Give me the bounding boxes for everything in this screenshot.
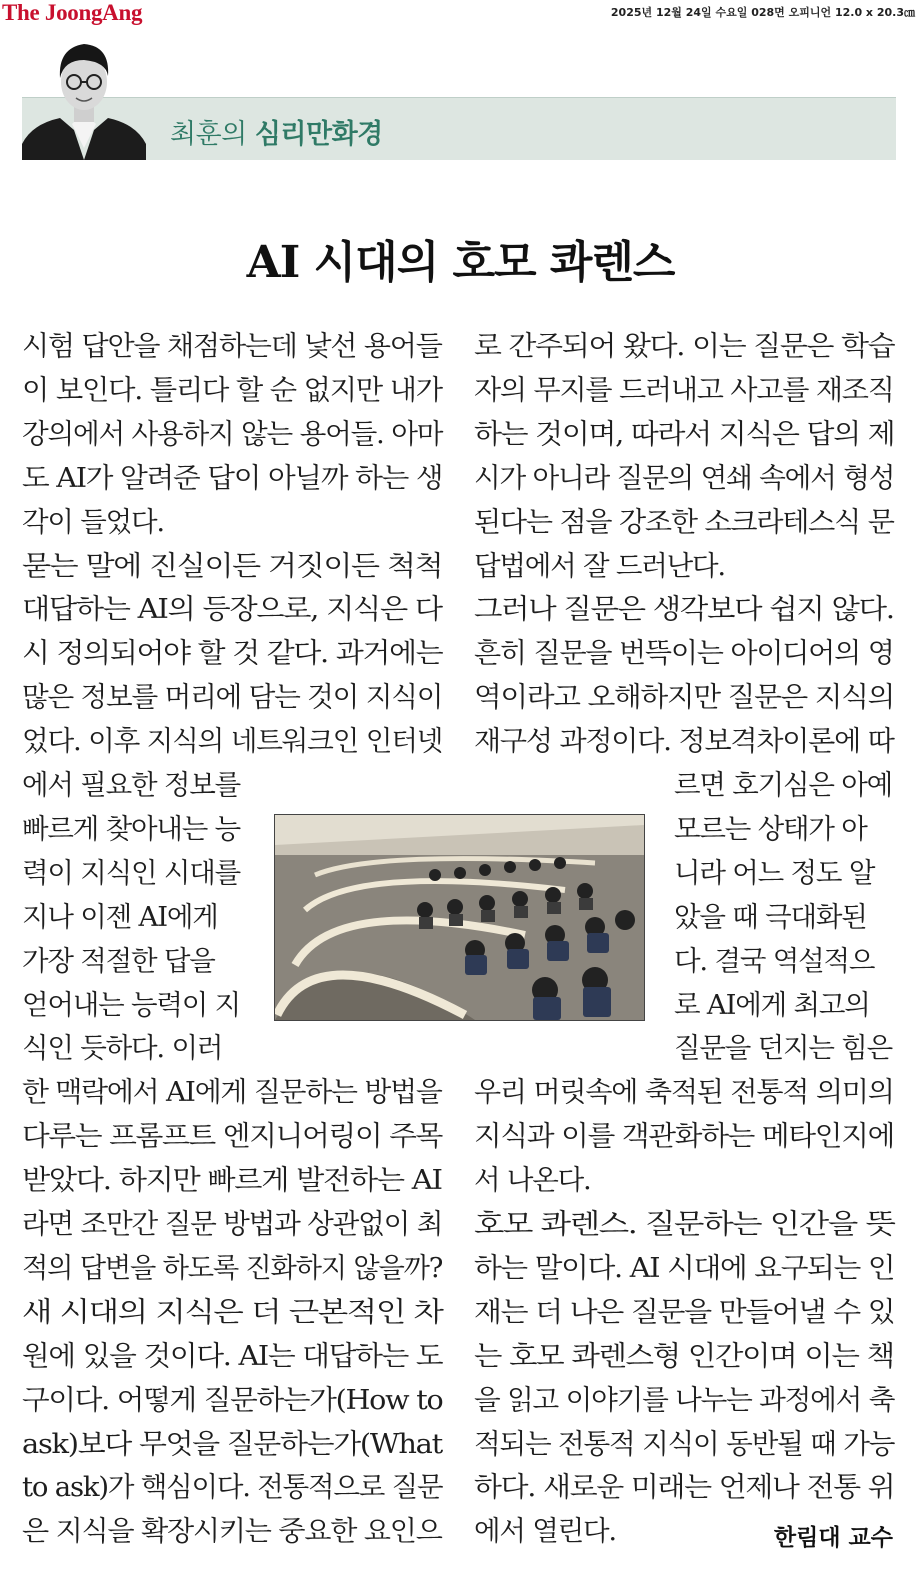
body-text-line: 는 호모 콰렌스형 인간이며 이는 책 <box>474 1339 894 1372</box>
body-text-line: 식인 듯하다. 이러 <box>22 1032 223 1065</box>
body-text-line: 지식과 이를 객관화하는 메타인지에 <box>474 1120 895 1153</box>
body-text-line: 묻는 말에 진실이든 거짓이든 척척 <box>22 549 443 582</box>
body-text-line: 시험 답안을 채점하는데 낯선 용어들 <box>22 330 442 362</box>
body-text-line: 받았다. 하지만 빠르게 발전하는 AI <box>22 1164 442 1197</box>
body-text-line: 시가 아니라 질문의 연쇄 속에서 형성 <box>474 461 895 494</box>
body-text-line: 에서 필요한 정보를 <box>22 769 241 801</box>
body-text-line: 모르는 상태가 아 <box>674 812 867 845</box>
body-text-line: 그러나 질문은 생각보다 쉽지 않다. <box>474 593 894 626</box>
body-text-line: 흔히 질문을 번뜩이는 아이디어의 영 <box>474 637 894 670</box>
body-text-line: 하는 말이다. AI 시대에 요구되는 인 <box>474 1251 895 1284</box>
body-text-line: 된다는 점을 강조한 소크라테스식 문 <box>474 505 894 538</box>
author-byline: 한림대 교수 <box>773 1525 893 1551</box>
lecture-hall-photo <box>274 814 645 1021</box>
body-text-line: 자의 무지를 드러내고 사고를 재조직 <box>474 373 894 406</box>
body-text-line: 호모 콰렌스. 질문하는 인간을 뜻 <box>474 1208 895 1240</box>
body-text-line: 니라 어느 정도 알 <box>674 856 875 889</box>
body-text-line: 적되는 전통적 지식이 동반될 때 가능 <box>474 1427 895 1460</box>
body-text-line: 하는 것이며, 따라서 지식은 답의 제 <box>474 417 895 450</box>
body-text-line: 많은 정보를 머리에 담는 것이 지식이 <box>22 681 443 714</box>
body-text-line: 가장 적절한 답을 <box>22 944 215 977</box>
body-text-line: 다. 결국 역설적으 <box>674 944 875 977</box>
column-series-name: 심리만화경 <box>254 119 383 150</box>
body-text-line: 로 AI에게 최고의 <box>674 988 870 1021</box>
body-text-line: 원에 있을 것이다. AI는 대답하는 도 <box>22 1339 443 1372</box>
column-title <box>170 112 383 151</box>
body-text-line: 에서 열린다. <box>474 1515 616 1548</box>
body-text-line: 질문을 던지는 힘은 <box>674 1032 893 1065</box>
body-text-line: 역이라고 오해하지만 질문은 지식의 <box>474 681 895 714</box>
body-text-line: to ask)가 핵심이다. 전통적으로 질문 <box>22 1471 443 1504</box>
body-text-line: 재는 더 나은 질문을 만들어낼 수 있 <box>474 1295 895 1328</box>
body-text-line: 을 읽고 이야기를 나누는 과정에서 축 <box>474 1383 895 1416</box>
body-text-line: 우리 머릿속에 축적된 전통적 의미의 <box>474 1076 894 1109</box>
body-text-line: 이 보인다. 틀리다 할 순 없지만 내가 <box>22 373 442 406</box>
body-text-line: 재구성 과정이다. 정보격차이론에 따 <box>474 725 894 758</box>
body-text-line: 강의에서 사용하지 않는 용어들. 아마 <box>22 417 443 450</box>
newspaper-logo: The JoongAng <box>2 0 143 25</box>
body-text-line: 었다. 이후 지식의 네트워크인 인터넷 <box>22 725 443 758</box>
body-text-line: 로 간주되어 왔다. 이는 질문은 학습 <box>474 330 895 362</box>
article-headline: AI 시대의 호모 콰렌스 <box>246 237 675 288</box>
body-text-line: 라면 조만간 질문 방법과 상관없이 최 <box>22 1208 443 1240</box>
body-text-line: 다루는 프롬프트 엔지니어링이 주목 <box>22 1120 443 1153</box>
body-text-line: 았을 때 극대화된 <box>674 900 867 933</box>
column-banner <box>22 98 896 160</box>
body-text-line: 력이 지식인 시대를 <box>22 856 241 889</box>
body-text-line: 얻어내는 능력이 지 <box>22 988 241 1021</box>
body-text-line: 새 시대의 지식은 더 근본적인 차 <box>22 1295 443 1328</box>
body-text-line: 대답하는 AI의 등장으로, 지식은 다 <box>22 593 442 626</box>
body-text-line: 빠르게 찾아내는 능 <box>22 812 241 845</box>
body-text-line: 지나 이젠 AI에게 <box>22 900 218 933</box>
body-text-line: 르면 호기심은 아예 <box>674 769 893 801</box>
body-text-line: 한 맥락에서 AI에게 질문하는 방법을 <box>22 1076 442 1109</box>
body-text-line: 도 AI가 알려준 답이 아닐까 하는 생 <box>22 461 443 494</box>
body-text-line: 시 정의되어야 할 것 같다. 과거에는 <box>22 637 443 670</box>
body-text-line: 적의 답변을 하도록 진화하지 않을까? <box>22 1251 443 1284</box>
body-text-line: 은 지식을 확장시키는 중요한 요인으 <box>22 1515 442 1548</box>
body-text-line: 구이다. 어떻게 질문하는가(How to <box>22 1383 443 1416</box>
body-text-line: ask)보다 무엇을 질문하는가(What <box>22 1427 442 1460</box>
body-text-line: 답법에서 잘 드러난다. <box>474 549 725 582</box>
body-text-line: 서 나온다. <box>474 1164 591 1197</box>
body-text-line: 하다. 새로운 미래는 언제나 전통 위 <box>474 1471 895 1504</box>
publication-info: 2025년 12월 24일 수요일 028면 오피니언 12.0 x 20.3㎝ <box>610 6 915 19</box>
columnist-portrait <box>22 26 146 160</box>
body-text-line: 각이 들었다. <box>22 505 164 538</box>
column-author: 최훈의 <box>170 119 247 150</box>
